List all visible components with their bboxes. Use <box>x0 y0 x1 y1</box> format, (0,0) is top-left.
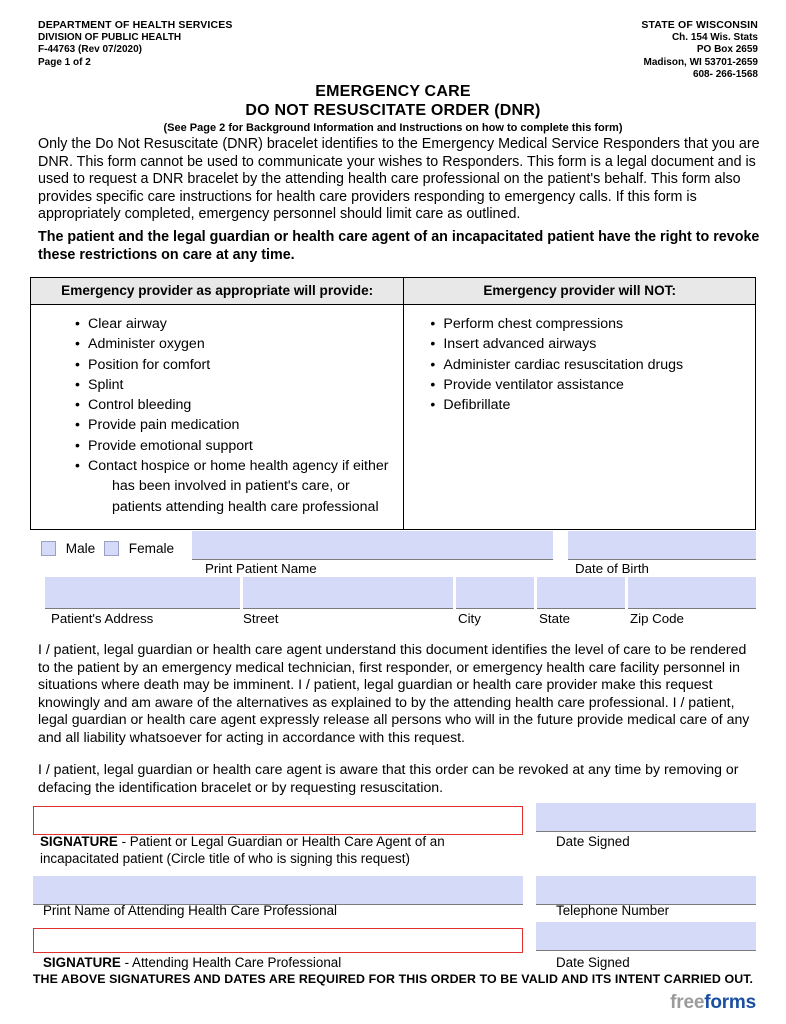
date-signed-1-input[interactable] <box>536 803 756 832</box>
header-phone: 608- 266-1568 <box>692 69 758 80</box>
will-provide-list <box>35 314 399 517</box>
date-signed-2-input[interactable] <box>536 922 756 951</box>
state-label: State <box>539 611 571 626</box>
title-subtitle: (See Page 2 for Background Information and Instructions on how to complete this form) <box>163 122 623 134</box>
header-department: DEPARTMENT OF HEALTH SERVICES <box>38 19 233 31</box>
telephone-number-label: Telephone Number <box>556 903 670 918</box>
table-header-row <box>31 278 755 305</box>
attending-signature-input[interactable] <box>33 928 523 953</box>
table-body-row <box>31 305 755 529</box>
header-state: STATE OF WISCONSIN <box>641 19 758 31</box>
list-item: • Clear airway <box>75 314 399 334</box>
logo-text-forms: forms <box>704 992 756 1013</box>
declaration-paragraph-1: I / patient, legal guardian or health care agent understand this document identifies the level of care to be rendered to the patient by an emergency medical technician, first responder, or emergency health care facility personnel in situations where death may be imminent. I / patient, legal guardian or health care provider make this request knowingly and am aware of the alternatives as explained to by the attending health care professional. I / patient, legal guardian or health care agent expressly release all persons who will in the future provide medical care of any and all liability whatsoever for acting in accordance with this request. <box>38 641 750 745</box>
header-agency-block <box>38 19 233 69</box>
attending-signature-label <box>43 955 341 972</box>
list-item: • Control bleeding <box>75 395 399 415</box>
telephone-number-input[interactable] <box>536 876 756 905</box>
checkbox-female[interactable] <box>104 541 119 556</box>
street-input[interactable] <box>243 577 453 609</box>
validity-notice: THE ABOVE SIGNATURES AND DATES ARE REQUIRED FOR THIS ORDER TO BE VALID AND ITS INTENT CARRIED OUT. <box>32 972 754 986</box>
state-input[interactable] <box>537 577 625 609</box>
checkbox-female-label: Female <box>128 541 175 556</box>
city-label: City <box>458 611 481 626</box>
date-of-birth-label: Date of Birth <box>575 561 649 576</box>
will-provide-cell <box>31 305 404 529</box>
header-po-box: PO Box 2659 <box>696 44 758 55</box>
city-input[interactable] <box>456 577 534 609</box>
table-header-will-not: Emergency provider will NOT: <box>404 278 755 305</box>
checkbox-male-label: Male <box>65 541 96 556</box>
list-item: • Administer cardiac resuscitation drugs <box>430 355 751 375</box>
revocation-notice: The patient and the legal guardian or health care agent of an incapacitated patient have the right to revoke these restrictions on care at any time. <box>38 229 760 263</box>
header-form-number: F-44763 (Rev 07/2020) <box>38 44 142 55</box>
will-not-cell <box>404 305 755 529</box>
logo-text-free: free <box>670 992 705 1013</box>
list-item-continuation: has been involved in patient's care, or <box>112 478 350 495</box>
patient-signature-label-rest: - Patient or Legal Guardian or Health Care Agent of an incapacitated patient (Circle title of who is signing this request) <box>40 834 445 866</box>
list-item: • Position for comfort <box>75 355 399 375</box>
list-item: • Provide pain medication <box>75 415 399 435</box>
street-label: Street <box>243 611 279 626</box>
gender-male-group[interactable] <box>41 541 95 556</box>
list-item: • Defibrillate <box>430 395 751 415</box>
header-city-state-zip: Madison, WI 53701-2659 <box>643 56 758 68</box>
header-statute: Ch. 154 Wis. Stats <box>671 31 758 43</box>
declaration-paragraph-2: I / patient, legal guardian or health care agent is aware that this order can be revoked at any time by removing or defacing the identification bracelet or by requesting resuscitation. <box>38 761 739 795</box>
list-item: • Provide ventilator assistance <box>430 375 751 395</box>
gender-female-group[interactable] <box>104 541 174 556</box>
date-signed-2-label: Date Signed <box>556 955 630 970</box>
patient-signature-label-bold: SIGNATURE <box>40 834 118 849</box>
zip-code-label: Zip Code <box>630 611 684 626</box>
print-name-attending-input[interactable] <box>33 876 523 905</box>
header-division: DIVISION OF PUBLIC HEALTH <box>38 31 182 43</box>
zip-code-input[interactable] <box>628 577 756 609</box>
table-header-will-provide: Emergency provider as appropriate will provide: <box>31 278 404 305</box>
freeforms-logo <box>670 992 756 1014</box>
date-of-birth-input[interactable] <box>568 531 756 560</box>
list-item-continuation: patients attending health care professional <box>112 498 379 515</box>
attending-signature-label-rest: - Attending Health Care Professional <box>120 955 342 970</box>
patient-signature-label <box>40 834 520 867</box>
list-item: • Perform chest compressions <box>430 314 751 334</box>
header-state-block <box>641 19 758 82</box>
print-patient-name-input[interactable] <box>192 531 553 560</box>
will-not-list <box>408 314 751 415</box>
checkbox-male[interactable] <box>41 541 56 556</box>
list-item: • Administer oxygen <box>75 334 399 354</box>
print-name-attending-label: Print Name of Attending Health Care Professional <box>43 903 338 918</box>
list-item: • Splint <box>75 375 399 395</box>
list-item: • Contact hospice or home health agency if either <box>75 456 399 476</box>
page-title <box>0 82 786 136</box>
header-page-number: Page 1 of 2 <box>38 56 91 68</box>
attending-signature-label-bold: SIGNATURE <box>43 955 121 970</box>
document-header <box>38 19 758 82</box>
print-patient-name-label: Print Patient Name <box>205 561 317 576</box>
list-item: • Insert advanced airways <box>430 334 751 354</box>
patients-address-input[interactable] <box>45 577 240 609</box>
patients-address-label: Patient's Address <box>51 611 154 626</box>
title-line-2: DO NOT RESUSCITATE ORDER (DNR) <box>245 102 541 119</box>
intro-paragraph: Only the Do Not Resuscitate (DNR) bracelet identifies to the Emergency Medical Service Responders that you are DNR. This form cannot be used to communicate your wishes to Responders. This form is a legal document and is used to request a DNR bracelet by the attending health care professional on the patient's behalf. This form also provides specific care instructions for health care providers responding to emergency calls. If this form is appropriately completed, emergency personnel should limit care as outlined. <box>38 136 760 223</box>
list-item: • Provide emotional support <box>75 436 399 456</box>
patient-signature-input[interactable] <box>33 806 523 835</box>
title-line-1: EMERGENCY CARE <box>315 83 471 100</box>
care-instructions-table <box>30 277 756 530</box>
date-signed-1-label: Date Signed <box>556 834 630 849</box>
